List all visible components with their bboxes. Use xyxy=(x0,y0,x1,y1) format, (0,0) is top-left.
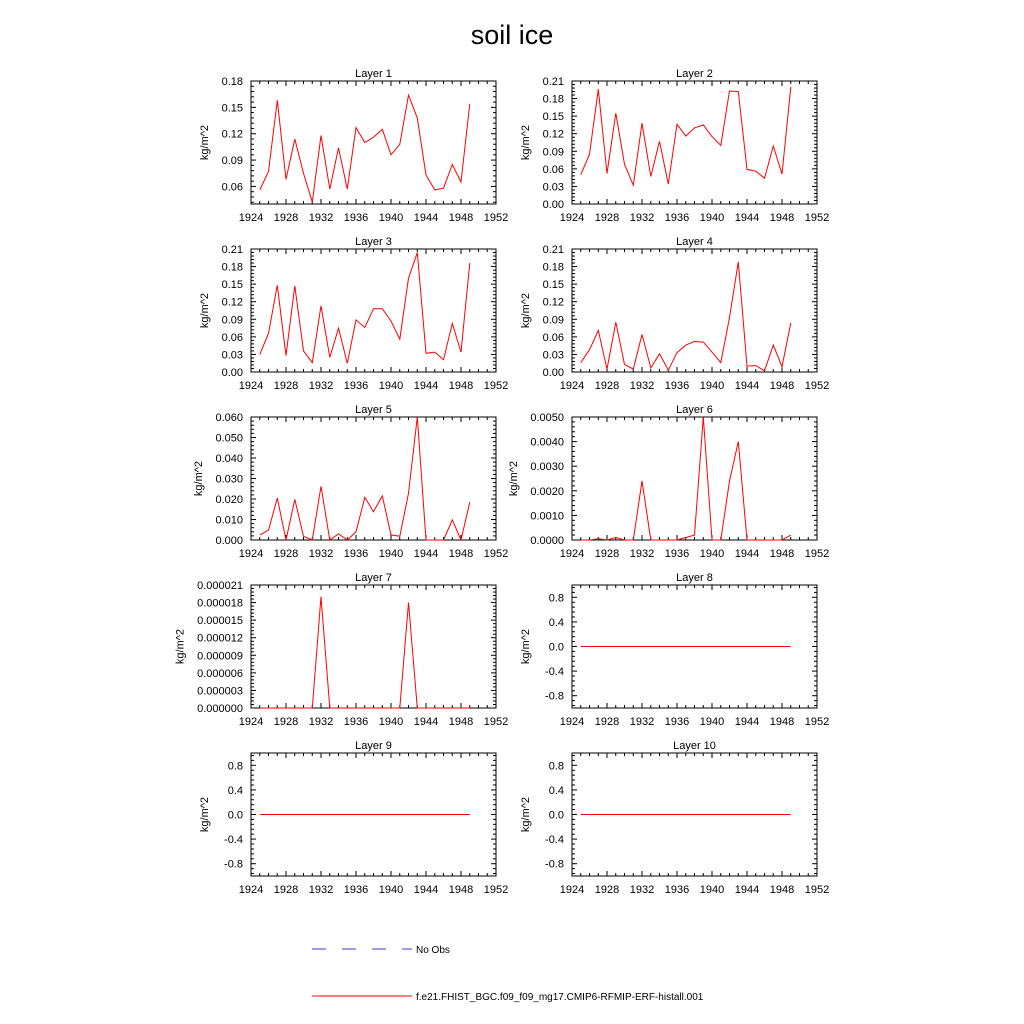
series-line xyxy=(581,262,791,371)
y-tick-label: 0.0050 xyxy=(530,412,564,424)
y-tick-label: 0.18 xyxy=(542,261,564,274)
y-tick-label: 0.0020 xyxy=(530,485,564,498)
x-tick-label: 1952 xyxy=(483,884,509,896)
x-tick-label: 1932 xyxy=(629,884,655,896)
y-tick-label: 0.21 xyxy=(221,244,243,256)
y-axis-label: kg/m^2 xyxy=(193,460,205,497)
x-tick-label: 1944 xyxy=(413,548,439,560)
y-tick-label: 0.12 xyxy=(221,128,243,141)
y-tick-label: 0.000015 xyxy=(197,615,243,628)
y-tick-label: 0.010 xyxy=(215,514,243,527)
x-tick-label: 1948 xyxy=(448,212,474,224)
x-tick-label: 1936 xyxy=(343,716,369,728)
y-axis-label: kg/m^2 xyxy=(199,796,212,833)
x-tick-label: 1940 xyxy=(378,716,404,728)
x-tick-label: 1944 xyxy=(734,716,760,728)
y-tick-label: 0.000018 xyxy=(197,597,243,610)
y-axis-label: kg/m^2 xyxy=(174,628,187,665)
x-tick-label: 1928 xyxy=(273,548,299,560)
x-tick-label: 1952 xyxy=(804,884,830,896)
x-tick-label: 1936 xyxy=(664,380,690,392)
x-tick-label: 1948 xyxy=(769,380,795,392)
x-tick-label: 1928 xyxy=(273,380,299,392)
x-tick-label: 1944 xyxy=(734,380,760,392)
y-tick-label: 0.09 xyxy=(542,314,564,327)
y-tick-label: 0.21 xyxy=(542,76,564,88)
panel-layer-1 xyxy=(199,68,508,224)
y-tick-label: -0.4 xyxy=(545,834,564,847)
x-tick-label: 1936 xyxy=(343,884,369,896)
panel-title: Layer 6 xyxy=(676,404,713,416)
x-tick-label: 1952 xyxy=(483,548,509,560)
y-tick-label: 0.4 xyxy=(548,784,564,797)
y-axis-label: kg/m^2 xyxy=(199,124,212,161)
series-line xyxy=(260,95,470,202)
plot-frame xyxy=(251,81,496,204)
x-tick-label: 1928 xyxy=(594,716,620,728)
x-tick-label: 1928 xyxy=(594,380,620,392)
x-tick-label: 1936 xyxy=(664,548,690,560)
x-tick-label: 1932 xyxy=(629,380,655,392)
x-tick-label: 1932 xyxy=(308,380,334,392)
y-axis-label: kg/m^2 xyxy=(520,628,533,665)
x-tick-label: 1952 xyxy=(804,548,830,560)
y-tick-label: 0.000009 xyxy=(197,650,243,663)
y-tick-label: 0.000000 xyxy=(197,703,243,715)
series-line xyxy=(581,417,791,540)
x-tick-label: 1924 xyxy=(238,380,264,392)
y-tick-label: 0.4 xyxy=(227,784,243,797)
panel-title: Layer 2 xyxy=(676,68,713,80)
plot-frame xyxy=(572,417,817,540)
x-tick-label: 1952 xyxy=(804,716,830,728)
y-tick-label: 0.000006 xyxy=(197,667,243,680)
x-tick-label: 1924 xyxy=(238,884,264,896)
x-tick-label: 1944 xyxy=(734,884,760,896)
panel-layer-8 xyxy=(520,572,829,728)
x-tick-label: 1940 xyxy=(378,548,404,560)
x-tick-label: 1932 xyxy=(308,716,334,728)
x-tick-label: 1952 xyxy=(804,212,830,224)
x-tick-label: 1940 xyxy=(699,380,725,392)
series-line xyxy=(260,253,470,364)
panel-layer-3 xyxy=(199,236,508,392)
y-tick-label: 0.12 xyxy=(542,128,564,141)
y-axis-label: kg/m^2 xyxy=(507,460,520,497)
y-tick-label: 0.06 xyxy=(542,331,564,344)
plot-frame xyxy=(572,249,817,372)
x-tick-label: 1944 xyxy=(413,380,439,392)
y-axis-label: kg/m^2 xyxy=(520,796,533,833)
panel-title: Layer 10 xyxy=(673,740,716,752)
y-tick-label: 0.18 xyxy=(221,261,243,274)
y-tick-label: 0.0 xyxy=(548,809,564,822)
y-tick-label: 0.0040 xyxy=(530,436,564,449)
x-tick-label: 1924 xyxy=(559,212,585,224)
x-tick-label: 1924 xyxy=(559,548,585,560)
y-tick-label: 0.09 xyxy=(221,314,243,327)
plot-frame xyxy=(251,417,496,540)
x-tick-label: 1932 xyxy=(308,548,334,560)
y-tick-label: 0.21 xyxy=(542,244,564,256)
x-tick-label: 1924 xyxy=(559,884,585,896)
y-tick-label: 0.09 xyxy=(542,146,564,159)
y-tick-label: 0.050 xyxy=(215,432,243,445)
x-tick-label: 1932 xyxy=(308,884,334,896)
x-tick-label: 1928 xyxy=(273,884,299,896)
y-tick-label: 0.0000 xyxy=(530,535,564,547)
y-tick-label: 0.020 xyxy=(215,494,243,506)
y-tick-label: 0.00 xyxy=(221,367,243,379)
panel-title: Layer 5 xyxy=(355,404,392,416)
y-tick-label: 0.060 xyxy=(215,412,243,424)
y-tick-label: 0.000012 xyxy=(197,632,243,645)
x-tick-label: 1948 xyxy=(448,548,474,560)
x-tick-label: 1944 xyxy=(734,548,760,560)
y-axis-label: kg/m^2 xyxy=(199,292,212,329)
x-tick-label: 1952 xyxy=(483,380,509,392)
y-tick-label: 0.06 xyxy=(221,331,243,344)
x-tick-label: 1932 xyxy=(629,212,655,224)
y-tick-label: 0.000021 xyxy=(197,580,243,592)
x-tick-label: 1948 xyxy=(769,884,795,896)
panel-title: Layer 7 xyxy=(355,572,392,584)
panel-layer-5 xyxy=(193,404,508,560)
y-axis-label: kg/m^2 xyxy=(520,292,533,329)
x-tick-label: 1924 xyxy=(238,716,264,728)
x-tick-label: 1940 xyxy=(699,884,725,896)
legend-label-model-run: f.e21.FHIST_BGC.f09_f09_mg17.CMIP6-RFMIP-ERF-histall.001 xyxy=(416,992,704,1003)
y-tick-label: 0.03 xyxy=(542,181,564,194)
y-tick-label: 0.000 xyxy=(215,535,243,547)
y-tick-label: 0.06 xyxy=(542,163,564,176)
panel-layer-9 xyxy=(199,740,508,896)
x-tick-label: 1940 xyxy=(699,716,725,728)
x-tick-label: 1928 xyxy=(594,548,620,560)
y-tick-label: -0.8 xyxy=(545,690,564,703)
y-tick-label: 0.00 xyxy=(542,367,564,379)
panel-title: Layer 8 xyxy=(676,572,713,584)
x-tick-label: 1952 xyxy=(483,716,509,728)
panel-title: Layer 3 xyxy=(355,236,392,248)
y-tick-label: 0.03 xyxy=(542,349,564,362)
x-tick-label: 1936 xyxy=(664,212,690,224)
x-tick-label: 1948 xyxy=(448,716,474,728)
x-tick-label: 1936 xyxy=(343,380,369,392)
x-tick-label: 1952 xyxy=(804,380,830,392)
y-tick-label: 0.12 xyxy=(542,296,564,309)
x-tick-label: 1932 xyxy=(308,212,334,224)
x-tick-label: 1940 xyxy=(378,380,404,392)
x-tick-label: 1944 xyxy=(413,884,439,896)
y-tick-label: 0.030 xyxy=(215,473,243,486)
y-tick-label: 0.06 xyxy=(221,181,243,194)
x-tick-label: 1948 xyxy=(769,716,795,728)
y-tick-label: 0.18 xyxy=(542,93,564,106)
x-tick-label: 1952 xyxy=(483,212,509,224)
y-tick-label: 0.15 xyxy=(542,279,564,292)
x-tick-label: 1932 xyxy=(629,548,655,560)
y-tick-label: 0.000003 xyxy=(197,685,243,698)
series-line xyxy=(260,417,470,540)
panel-layer-7 xyxy=(174,572,508,728)
plot-frame xyxy=(251,249,496,372)
series-line xyxy=(260,597,470,708)
y-tick-label: 0.09 xyxy=(221,155,243,168)
x-tick-label: 1948 xyxy=(448,884,474,896)
panel-layer-4 xyxy=(520,236,829,392)
x-tick-label: 1936 xyxy=(664,884,690,896)
x-tick-label: 1924 xyxy=(238,212,264,224)
y-tick-label: 0.15 xyxy=(221,279,243,292)
y-tick-label: 0.15 xyxy=(542,111,564,124)
y-tick-label: 0.040 xyxy=(215,453,243,465)
y-tick-label: -0.8 xyxy=(545,858,564,871)
y-tick-label: 0.00 xyxy=(542,199,564,211)
y-tick-label: 0.8 xyxy=(548,592,564,605)
x-tick-label: 1948 xyxy=(769,212,795,224)
x-tick-label: 1924 xyxy=(238,548,264,560)
panel-layer-6 xyxy=(508,404,829,560)
x-tick-label: 1928 xyxy=(273,212,299,224)
y-tick-label: 0.12 xyxy=(221,296,243,309)
series-line xyxy=(581,87,791,185)
x-tick-label: 1948 xyxy=(769,548,795,560)
x-tick-label: 1928 xyxy=(273,716,299,728)
x-tick-label: 1928 xyxy=(594,884,620,896)
x-tick-label: 1936 xyxy=(664,716,690,728)
y-tick-label: 0.18 xyxy=(221,76,243,88)
y-tick-label: 0.0030 xyxy=(530,461,564,474)
x-tick-label: 1940 xyxy=(378,884,404,896)
y-tick-label: 0.0 xyxy=(227,809,243,822)
x-tick-label: 1936 xyxy=(343,548,369,560)
panel-layer-2 xyxy=(520,68,829,224)
x-tick-label: 1936 xyxy=(343,212,369,224)
panel-title: Layer 4 xyxy=(676,236,713,248)
y-tick-label: 0.15 xyxy=(221,102,243,115)
y-tick-label: -0.4 xyxy=(224,834,243,847)
figure-title: soil ice xyxy=(470,20,554,50)
y-tick-label: 0.0010 xyxy=(530,510,564,523)
x-tick-label: 1944 xyxy=(413,212,439,224)
legend-label-no-obs: No Obs xyxy=(416,945,450,956)
y-tick-label: 0.4 xyxy=(548,616,564,629)
panel-title: Layer 9 xyxy=(355,740,392,752)
panel-grid xyxy=(174,68,829,896)
plot-frame xyxy=(251,585,496,708)
x-tick-label: 1944 xyxy=(734,212,760,224)
y-tick-label: 0.8 xyxy=(227,760,243,773)
legend xyxy=(312,945,704,1003)
plot-frame xyxy=(572,81,817,204)
panel-layer-10 xyxy=(520,740,829,896)
x-tick-label: 1948 xyxy=(448,380,474,392)
x-tick-label: 1924 xyxy=(559,380,585,392)
panel-title: Layer 1 xyxy=(355,68,392,80)
x-tick-label: 1940 xyxy=(378,212,404,224)
y-axis-label: kg/m^2 xyxy=(520,124,533,161)
x-tick-label: 1924 xyxy=(559,716,585,728)
y-tick-label: -0.8 xyxy=(224,858,243,871)
y-tick-label: 0.03 xyxy=(221,349,243,362)
y-tick-label: 0.8 xyxy=(548,760,564,773)
x-tick-label: 1940 xyxy=(699,212,725,224)
y-tick-label: 0.0 xyxy=(548,641,564,654)
x-tick-label: 1940 xyxy=(699,548,725,560)
y-tick-label: -0.4 xyxy=(545,666,564,679)
x-tick-label: 1932 xyxy=(629,716,655,728)
x-tick-label: 1944 xyxy=(413,716,439,728)
x-tick-label: 1928 xyxy=(594,212,620,224)
